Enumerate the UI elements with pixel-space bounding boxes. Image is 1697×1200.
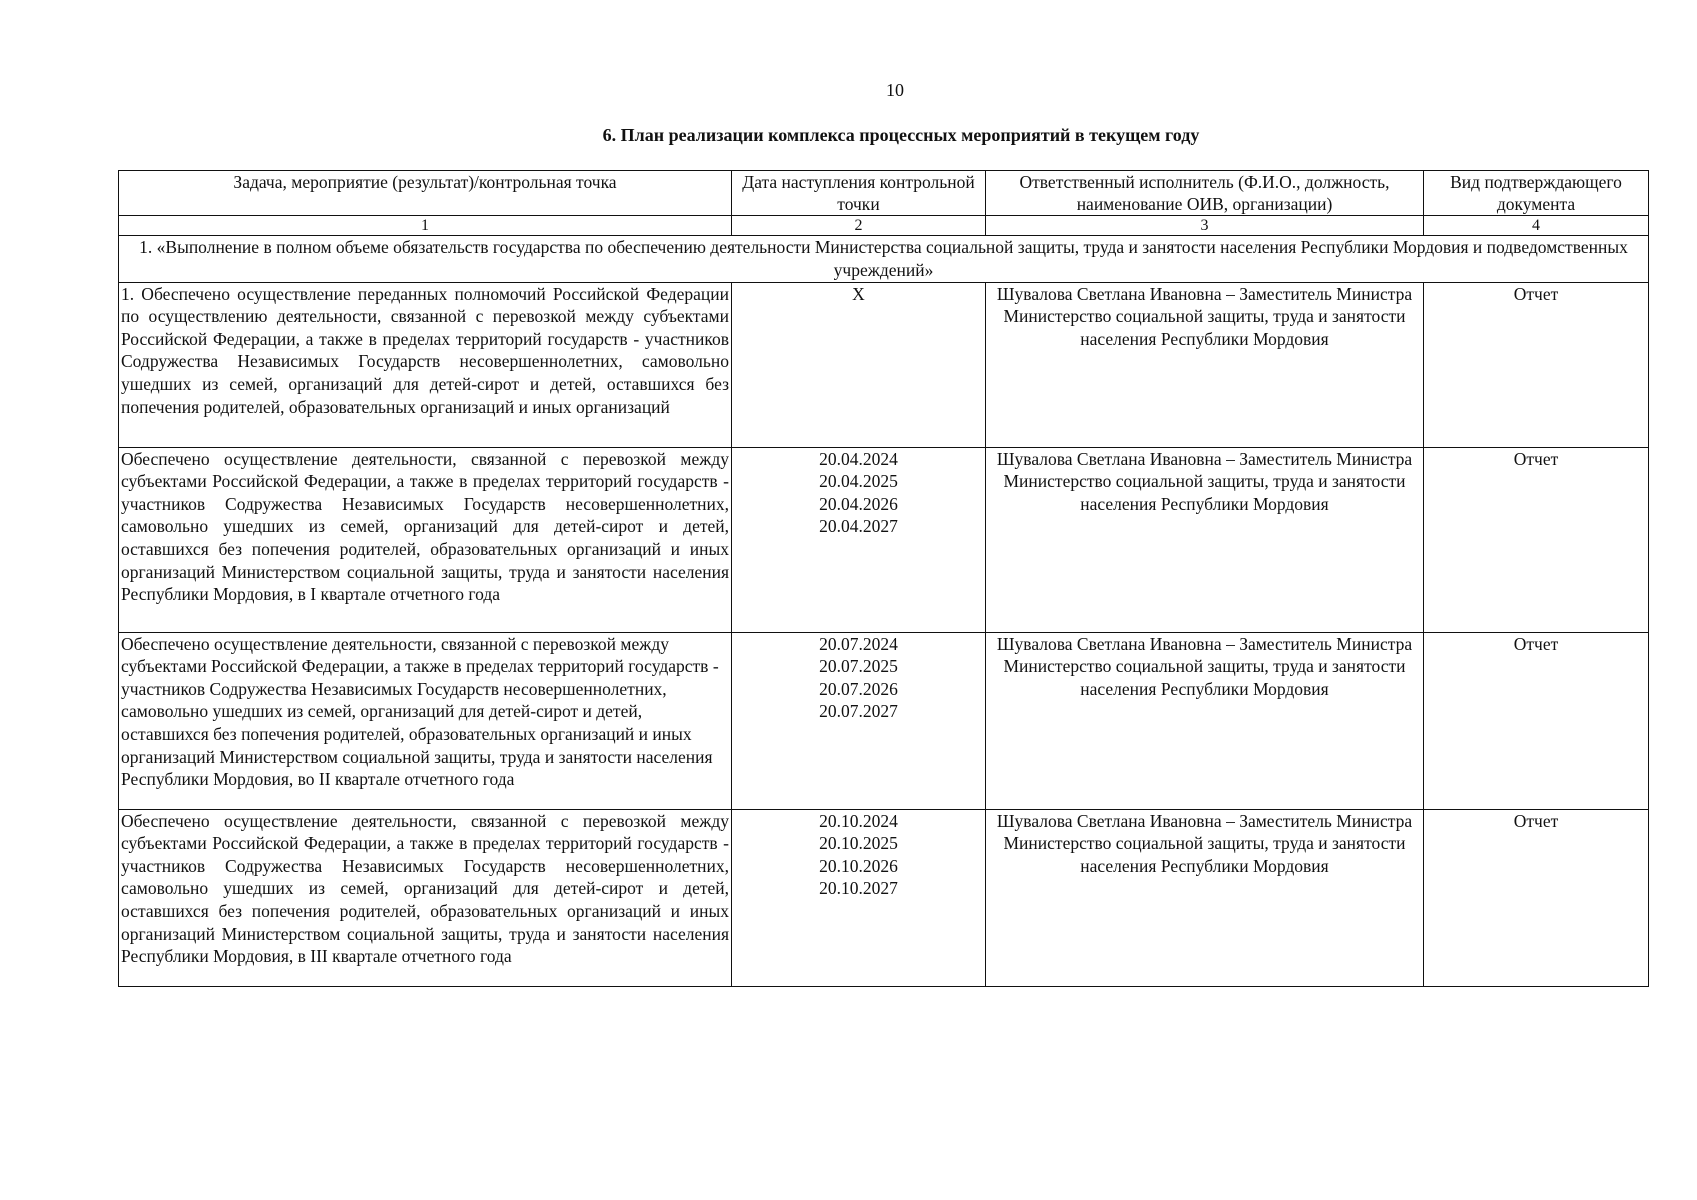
control-date: X (852, 283, 865, 304)
date-cell (732, 632, 986, 809)
header-responsible: Ответственный исполнитель (Ф.И.О., должность, наименование ОИВ, организации) (986, 171, 1424, 216)
event-cell: 1. Обеспечено осуществление переданных полномочий Российской Федерации по осуществлению деятельности, связанной с перевозкой между субъектами Российской Федерации, а также в пределах территорий государств - участников Содружества Независимых Государств несовершеннолетних, самовольно ушедших из семей, организаций для детей-сирот и детей, оставшихся без попечения родителей, образовательных организаций и иных организаций (119, 282, 732, 447)
responsible-org: Министерство социальной защиты, труда и занятости населения Республики Мордовия (1003, 833, 1406, 876)
task-row (119, 236, 1649, 283)
header-row (119, 171, 1649, 216)
document-cell: Отчет (1424, 447, 1649, 632)
responsible-org: Министерство социальной защиты, труда и занятости населения Республики Мордовия (1003, 656, 1406, 699)
responsible-org: Министерство социальной защиты, труда и занятости населения Республики Мордовия (1003, 306, 1406, 349)
control-date: 20.07.2025 (819, 656, 898, 677)
column-number: 3 (986, 216, 1424, 236)
control-date: 20.10.2026 (819, 855, 898, 876)
control-date: 20.07.2027 (819, 701, 898, 722)
column-number: 4 (1424, 216, 1649, 236)
document-cell: Отчет (1424, 809, 1649, 986)
plan-table (118, 170, 1649, 987)
control-date: 20.04.2025 (819, 471, 898, 492)
column-number: 2 (732, 216, 986, 236)
responsible-name: Шувалова Светлана Ивановна – Заместитель Министра (996, 633, 1413, 654)
task-title: 1. «Выполнение в полном объеме обязательств государства по обеспечению деятельности Министерства социальной защиты, труда и занятости населения Республики Мордовия и подведомственных учреждений» (119, 236, 1649, 283)
responsible-name: Шувалова Светлана Ивановна – Заместитель Министра (996, 448, 1413, 469)
header-document: Вид подтверждающего документа (1424, 171, 1649, 216)
document-cell: Отчет (1424, 282, 1649, 447)
responsible-cell (986, 809, 1424, 986)
responsible-name: Шувалова Светлана Ивановна – Заместитель Министра (996, 810, 1413, 831)
control-date: 20.10.2024 (819, 810, 898, 831)
responsible-name: Шувалова Светлана Ивановна – Заместитель Министра (996, 283, 1413, 304)
responsible-cell (986, 632, 1424, 809)
header-date: Дата наступления контрольной точки (732, 171, 986, 216)
document-cell: Отчет (1424, 632, 1649, 809)
table-row (119, 632, 1649, 809)
column-number: 1 (119, 216, 732, 236)
responsible-org: Министерство социальной защиты, труда и занятости населения Республики Мордовия (1003, 471, 1406, 514)
date-cell (732, 809, 986, 986)
column-number-row (119, 216, 1649, 236)
date-cell (732, 447, 986, 632)
event-cell: Обеспечено осуществление деятельности, связанной с перевозкой между субъектами Российской Федерации, а также в пределах территорий государств - участников Содружества Независимых Государств несовершеннолетних, самовольно ушедших из семей, организаций для детей-сирот и детей, оставшихся без попечения родителей, образовательных организаций и иных организаций Министерством социальной защиты, труда и занятости населения Республики Мордовия, во II квартале отчетного года (119, 632, 732, 809)
date-cell (732, 282, 986, 447)
control-date: 20.04.2024 (819, 448, 898, 469)
event-cell: Обеспечено осуществление деятельности, связанной с перевозкой между субъектами Российской Федерации, а также в пределах территорий государств - участников Содружества Независимых Государств несовершеннолетних, самовольно ушедших из семей, организаций для детей-сирот и детей, оставшихся без попечения родителей, образовательных организаций и иных организаций Министерством социальной защиты, труда и занятости населения Республики Мордовия, в III квартале отчетного года (119, 809, 732, 986)
page-number: 10 (886, 80, 904, 100)
control-date: 20.07.2026 (819, 678, 898, 699)
table-row (119, 809, 1649, 986)
table-row (119, 447, 1649, 632)
responsible-cell (986, 447, 1424, 632)
control-date: 20.10.2027 (819, 878, 898, 899)
table-row (119, 282, 1649, 447)
header-event: Задача, мероприятие (результат)/контрольная точка (119, 171, 732, 216)
control-date: 20.04.2026 (819, 493, 898, 514)
control-date: 20.04.2027 (819, 516, 898, 537)
control-date: 20.10.2025 (819, 833, 898, 854)
control-date: 20.07.2024 (819, 633, 898, 654)
section-title: 6. План реализации комплекса процессных мероприятий в текущем году (602, 125, 1200, 145)
responsible-cell (986, 282, 1424, 447)
event-cell: Обеспечено осуществление деятельности, связанной с перевозкой между субъектами Российской Федерации, а также в пределах территорий государств - участников Содружества Независимых Государств несовершеннолетних, самовольно ушедших из семей, организаций для детей-сирот и детей, оставшихся без попечения родителей, образовательных организаций и иных организаций Министерством социальной защиты, труда и занятости населения Республики Мордовия, в I квартале отчетного года (119, 447, 732, 632)
